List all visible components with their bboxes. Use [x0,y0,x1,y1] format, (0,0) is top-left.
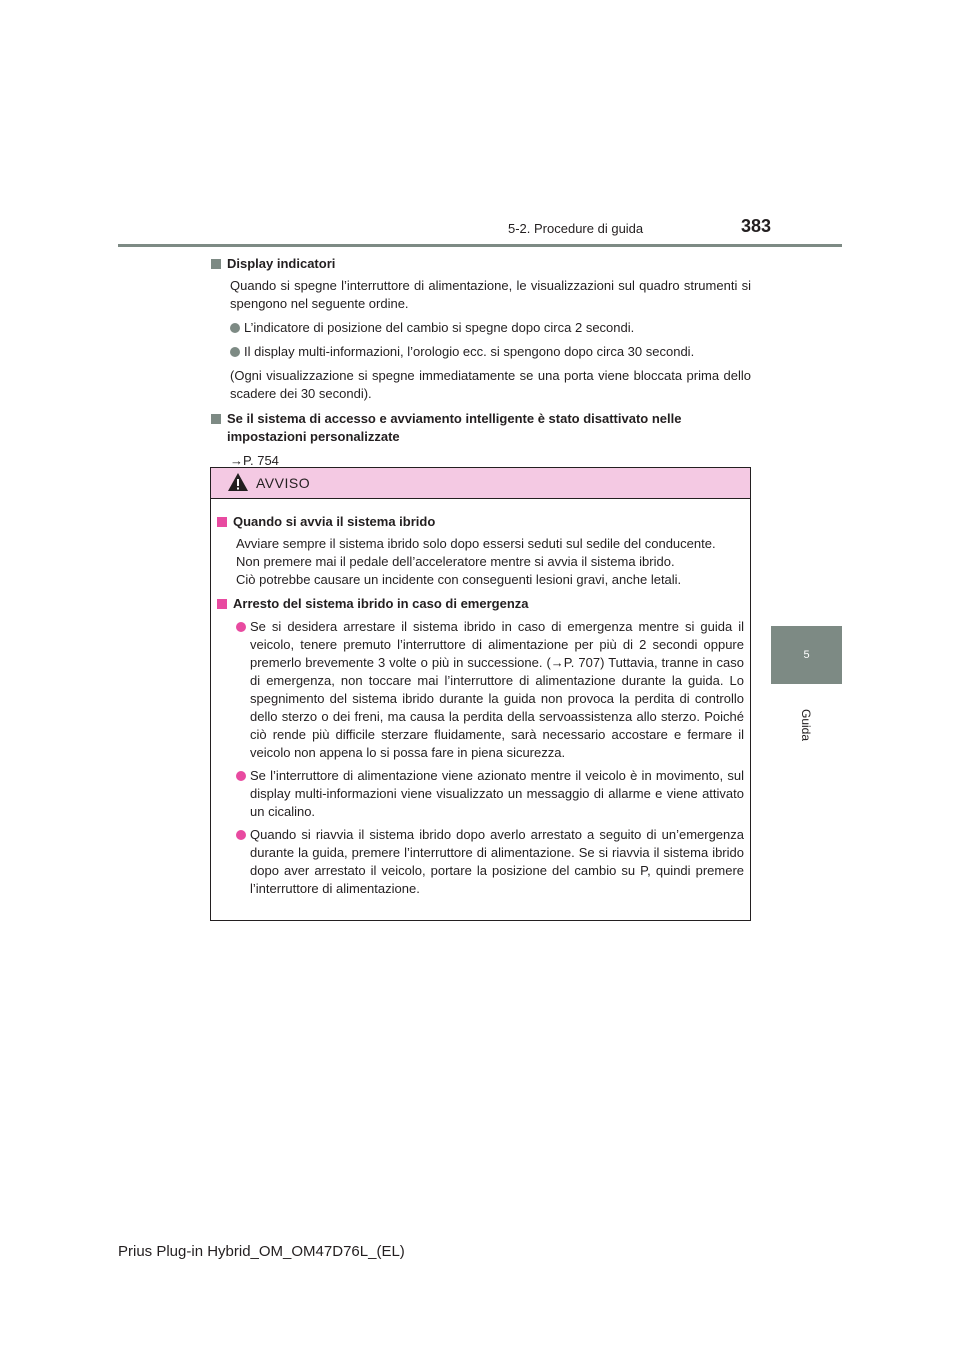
square-bullet-icon [211,259,221,269]
round-bullet-icon [230,323,240,333]
section-intro: Quando si spegne l’interruttore di alimentazione, le visualizzazioni sul quadro strumenti si spengono nel seguente ordine. [230,278,751,311]
warning-list-item [217,618,744,762]
chapter-label [771,708,842,742]
warning-body [211,499,750,898]
section-title-text: Display indicatori [227,256,336,271]
square-bullet-icon [211,414,221,424]
section-title-text: Se il sistema di accesso e avviamento intelligente è stato disattivato nelle impostazioni personalizzate [227,411,682,444]
section-title [211,255,751,273]
warning-list-item-text: Se si desidera arrestare il sistema ibrido in caso di emergenza mentre si guida il veicolo, tenere premuto l’interruttore di alimentazione per più di 2 secondi oppure premerlo brevemente 3 volte o più in successione. (→P. 707) Tuttavia, tranne in caso di emergenza, non toccare mai l’interruttore di alimentazione durante la guida. Lo spegnimento del sistema ibrido durante la guida non provoca la perdita di controllo dello sterzo o dei freni, ma causa la perdita della servoassistenza allo sterzo. Poiché ciò rende più difficile sterzare fluidamente, sarà necessario accostare e fermare il veicolo non appena lo si possa fare in piena sicurezza. [250,619,744,760]
warning-list-item [217,767,744,821]
square-bullet-icon [217,517,227,527]
round-bullet-icon [236,771,246,781]
page-number: 383 [741,216,772,236]
warning-item-title [217,513,744,531]
section-note: (Ogni visualizzazione si spegne immediatamente se una porta viene bloccata prima dello scadere dei 30 secondi). [230,368,751,401]
warning-item-title-text: Quando si avvia il sistema ibrido [233,514,436,529]
warning-list-item [217,826,744,898]
round-bullet-icon [230,347,240,357]
warning-header [211,468,750,499]
warning-title: AVVISO [256,475,311,491]
chapter-label-text: Guida [799,708,814,742]
header-rule [118,244,842,247]
warning-list-item-text: Quando si riavvia il sistema ibrido dopo averlo arrestato a seguito di un’emergenza durante la guida, premere l’interruttore di alimentazione. Se si riavvia il sistema ibrido dopo aver arrestato il veicolo, portare la posizione del cambio su P, quindi premere l’interruttore di alimentazione. [250,827,744,896]
list-item-text: L’indicatore di posizione del cambio si spegne dopo circa 2 secondi. [244,320,635,335]
warning-box [210,467,751,921]
warning-icon [227,471,249,493]
list-item [211,343,751,361]
warning-line: Avviare sempre il sistema ibrido solo dopo essersi seduti sul sedile del conducente. [236,536,716,551]
list-item-text: Il display multi-informazioni, l’orologio ecc. si spengono dopo circa 30 secondi. [244,344,695,359]
chapter-tab: 5 [771,626,842,684]
warning-item-title-text: Arresto del sistema ibrido in caso di emergenza [233,596,529,611]
round-bullet-icon [236,830,246,840]
round-bullet-icon [236,622,246,632]
header-section-title: 5-2. Procedure di guida [508,221,644,236]
page-reference-link[interactable]: →P. 754 [230,453,279,468]
warning-item-title [217,595,744,613]
footer-doc-id: Prius Plug-in Hybrid_OM_OM47D76L_(EL) [118,1243,405,1260]
warning-line: Ciò potrebbe causare un incidente con conseguenti lesioni gravi, anche letali. [236,572,682,587]
square-bullet-icon [217,599,227,609]
main-content [211,255,751,470]
list-item [211,319,751,337]
warning-line: Non premere mai il pedale dell’acceleratore mentre si avvia il sistema ibrido. [236,554,675,569]
section-title [211,410,751,446]
warning-list-item-text: Se l’interruttore di alimentazione viene azionato mentre il veicolo è in movimento, sul display multi-informazioni viene visualizzato un messaggio di allarme e viene attivato un cicalino. [250,768,744,819]
